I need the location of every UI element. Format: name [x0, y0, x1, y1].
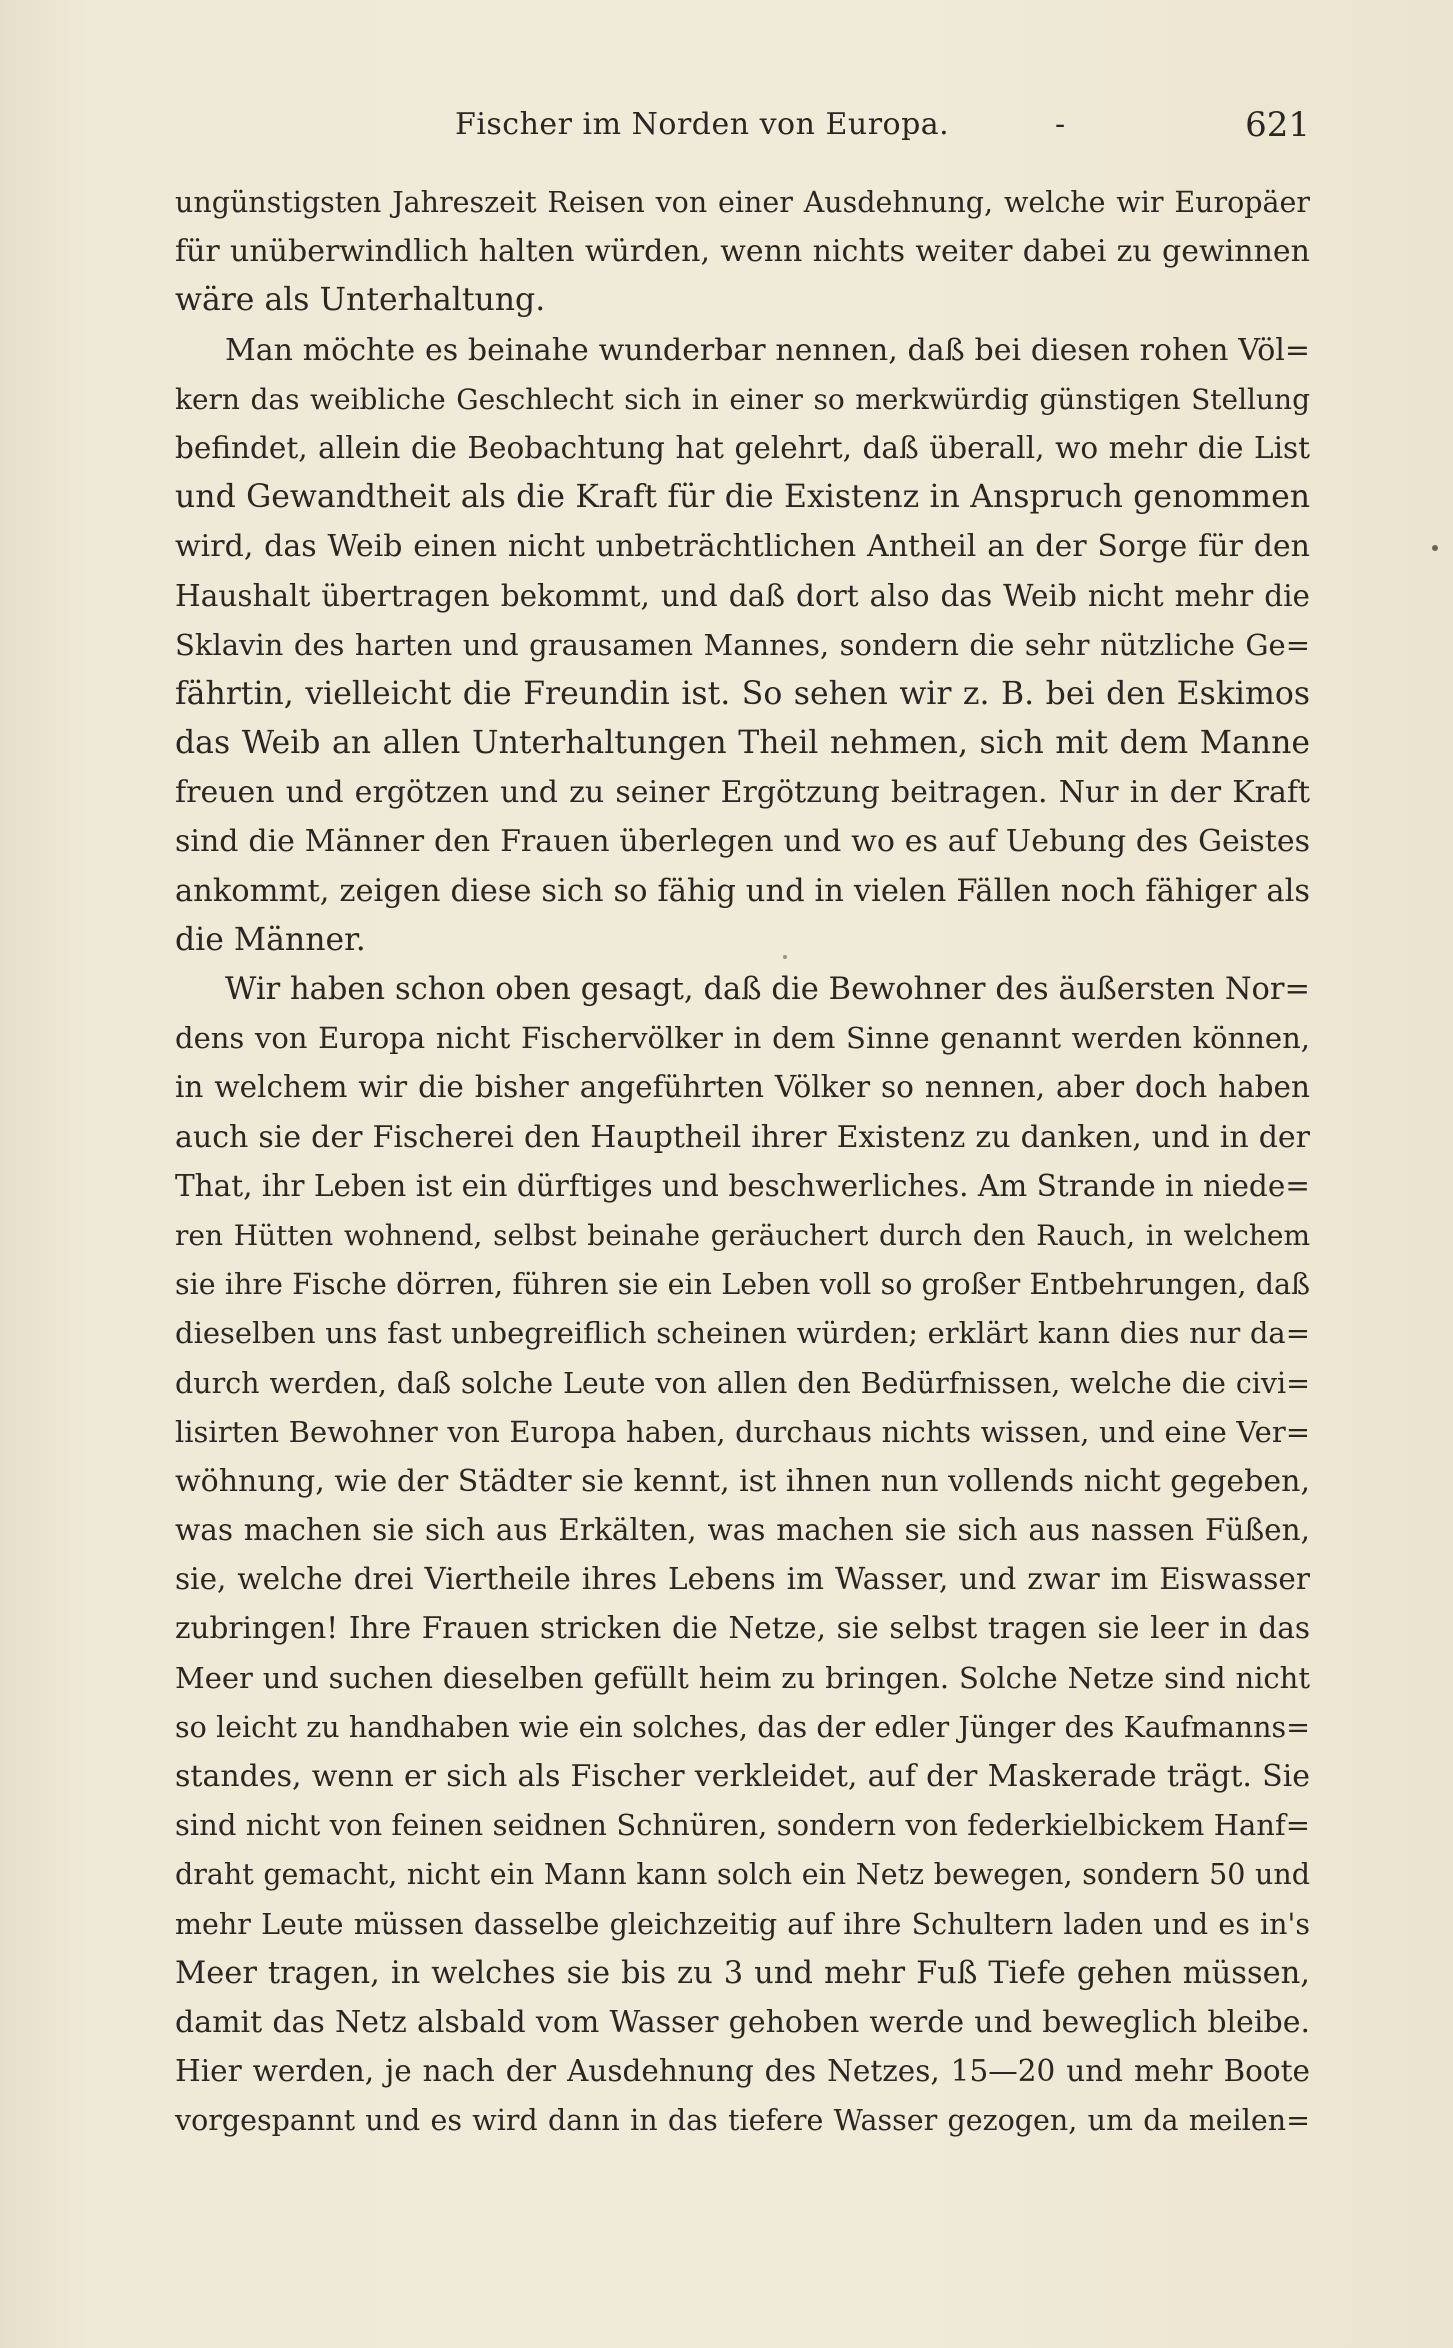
text-line: in welchem wir die bisher angeführten Völker so nennen, aber doch haben [175, 1070, 1310, 1105]
text-line: sind nicht von feinen seidnen Schnüren, sondern von federkielbickem Hanf= [175, 1808, 1310, 1843]
text-line: Sklavin des harten und grausamen Mannes, sondern die sehr nützliche Ge= [175, 627, 1310, 662]
text-line: standes, wenn er sich als Fischer verkleidet, auf der Maskerade trägt. Sie [175, 1759, 1310, 1794]
text-line: und Gewandtheit als die Kraft für die Existenz in Anspruch genommen [175, 479, 1310, 516]
text-line: Meer und suchen dieselben gefüllt heim zu bringen. Solche Netze sind nicht [175, 1660, 1310, 1695]
text-line: wäre als Unterhaltung. [175, 282, 546, 319]
text-line: fährtin, vielleicht die Freundin ist. So sehen wir z. B. bei den Eskimos [175, 675, 1310, 712]
text-line: wöhnung, wie der Städter sie kennt, ist ihnen nun vollends nicht gegeben, [175, 1463, 1310, 1499]
page-number: 621 [1245, 105, 1310, 145]
text-line: befindet, allein die Beobachtung hat gelehrt, daß überall, wo mehr die List [175, 430, 1310, 465]
text-line: sie, welche drei Viertheile ihres Lebens im Wasser, und zwar im Eiswasser [175, 1562, 1310, 1597]
text-line: dieselben uns fast unbegreiflich scheinen würden; erklärt kann dies nur da= [175, 1316, 1310, 1351]
paper-speck [783, 955, 787, 959]
text-line: dens von Europa nicht Fischervölker in dem Sinne genannt werden können, [175, 1021, 1310, 1056]
paper-speck [1432, 545, 1438, 551]
text-line: Haushalt übertragen bekommt, und daß dort also das Weib nicht mehr die [175, 578, 1310, 613]
text-line: was machen sie sich aus Erkälten, was machen sie sich aus nassen Füßen, [175, 1513, 1310, 1548]
text-line: ren Hütten wohnend, selbst beinahe geräuchert durch den Rauch, in welchem [175, 1218, 1310, 1252]
text-line: wird, das Weib einen nicht unbeträchtlichen Antheil an der Sorge für den [175, 529, 1310, 565]
body-text [175, 178, 1310, 2146]
header-dash: - [1055, 107, 1066, 142]
text-line: das Weib an allen Unterhaltungen Theil nehmen, sich mit dem Manne [175, 725, 1310, 762]
text-line: auch sie der Fischerei den Hauptheil ihrer Existenz zu danken, und in der [175, 1119, 1310, 1155]
text-line: kern das weibliche Geschlecht sich in einer so merkwürdig günstigen Stellung [175, 382, 1310, 416]
text-line: draht gemacht, nicht ein Mann kann solch ein Netz bewegen, sondern 50 und [175, 1858, 1310, 1892]
text-line: zubringen! Ihre Frauen stricken die Netze, sie selbst tragen sie leer in das [175, 1611, 1310, 1646]
text-line: Wir haben schon oben gesagt, daß die Bewohner des äußersten Nor= [225, 972, 1310, 1007]
text-line: die Männer. [175, 921, 366, 958]
running-title: Fischer im Norden von Europa. [455, 107, 950, 142]
page-header [175, 98, 1310, 152]
text-line: Hier werden, je nach der Ausdehnung des Netzes, 15—20 und mehr Boote [175, 2054, 1310, 2089]
text-line: ankommt, zeigen diese sich so fähig und in vielen Fällen noch fähiger als [175, 873, 1310, 909]
text-line: lisirten Bewohner von Europa haben, durchaus nichts wissen, und eine Ver= [175, 1414, 1310, 1449]
text-line: Meer tragen, in welches sie bis zu 3 und mehr Fuß Tiefe gehen müssen, [175, 1955, 1310, 1991]
text-line: ungünstigsten Jahreszeit Reisen von einer Ausdehnung, welche wir Europäer [175, 186, 1310, 219]
text-line: durch werden, daß solche Leute von allen den Bedürfnissen, welche die civi= [175, 1366, 1310, 1400]
text-line: vorgespannt und es wird dann in das tiefere Wasser gezogen, um da meilen= [175, 2104, 1310, 2138]
text-line: damit das Netz alsbald vom Wasser gehoben werde und beweglich bleibe. [175, 2004, 1310, 2040]
text-line: That, ihr Leben ist ein dürftiges und beschwerliches. Am Strande in niede= [175, 1168, 1310, 1203]
text-line: freuen und ergötzen und zu seiner Ergötzung beitragen. Nur in der Kraft [175, 775, 1310, 811]
text-line: mehr Leute müssen dasselbe gleichzeitig auf ihre Schultern laden und es in's [175, 1907, 1310, 1941]
text-line: für unüberwindlich halten würden, wenn nichts weiter dabei zu gewinnen [175, 234, 1310, 270]
text-line: so leicht zu handhaben wie ein solches, das der edler Jünger des Kaufmanns= [175, 1710, 1310, 1744]
text-line: sie ihre Fische dörren, führen sie ein Leben voll so großer Entbehrungen, daß [175, 1268, 1310, 1302]
text-line: Man möchte es beinahe wunderbar nennen, daß bei diesen rohen Völ= [225, 332, 1310, 368]
text-line: sind die Männer den Frauen überlegen und wo es auf Uebung des Geistes [175, 824, 1310, 860]
